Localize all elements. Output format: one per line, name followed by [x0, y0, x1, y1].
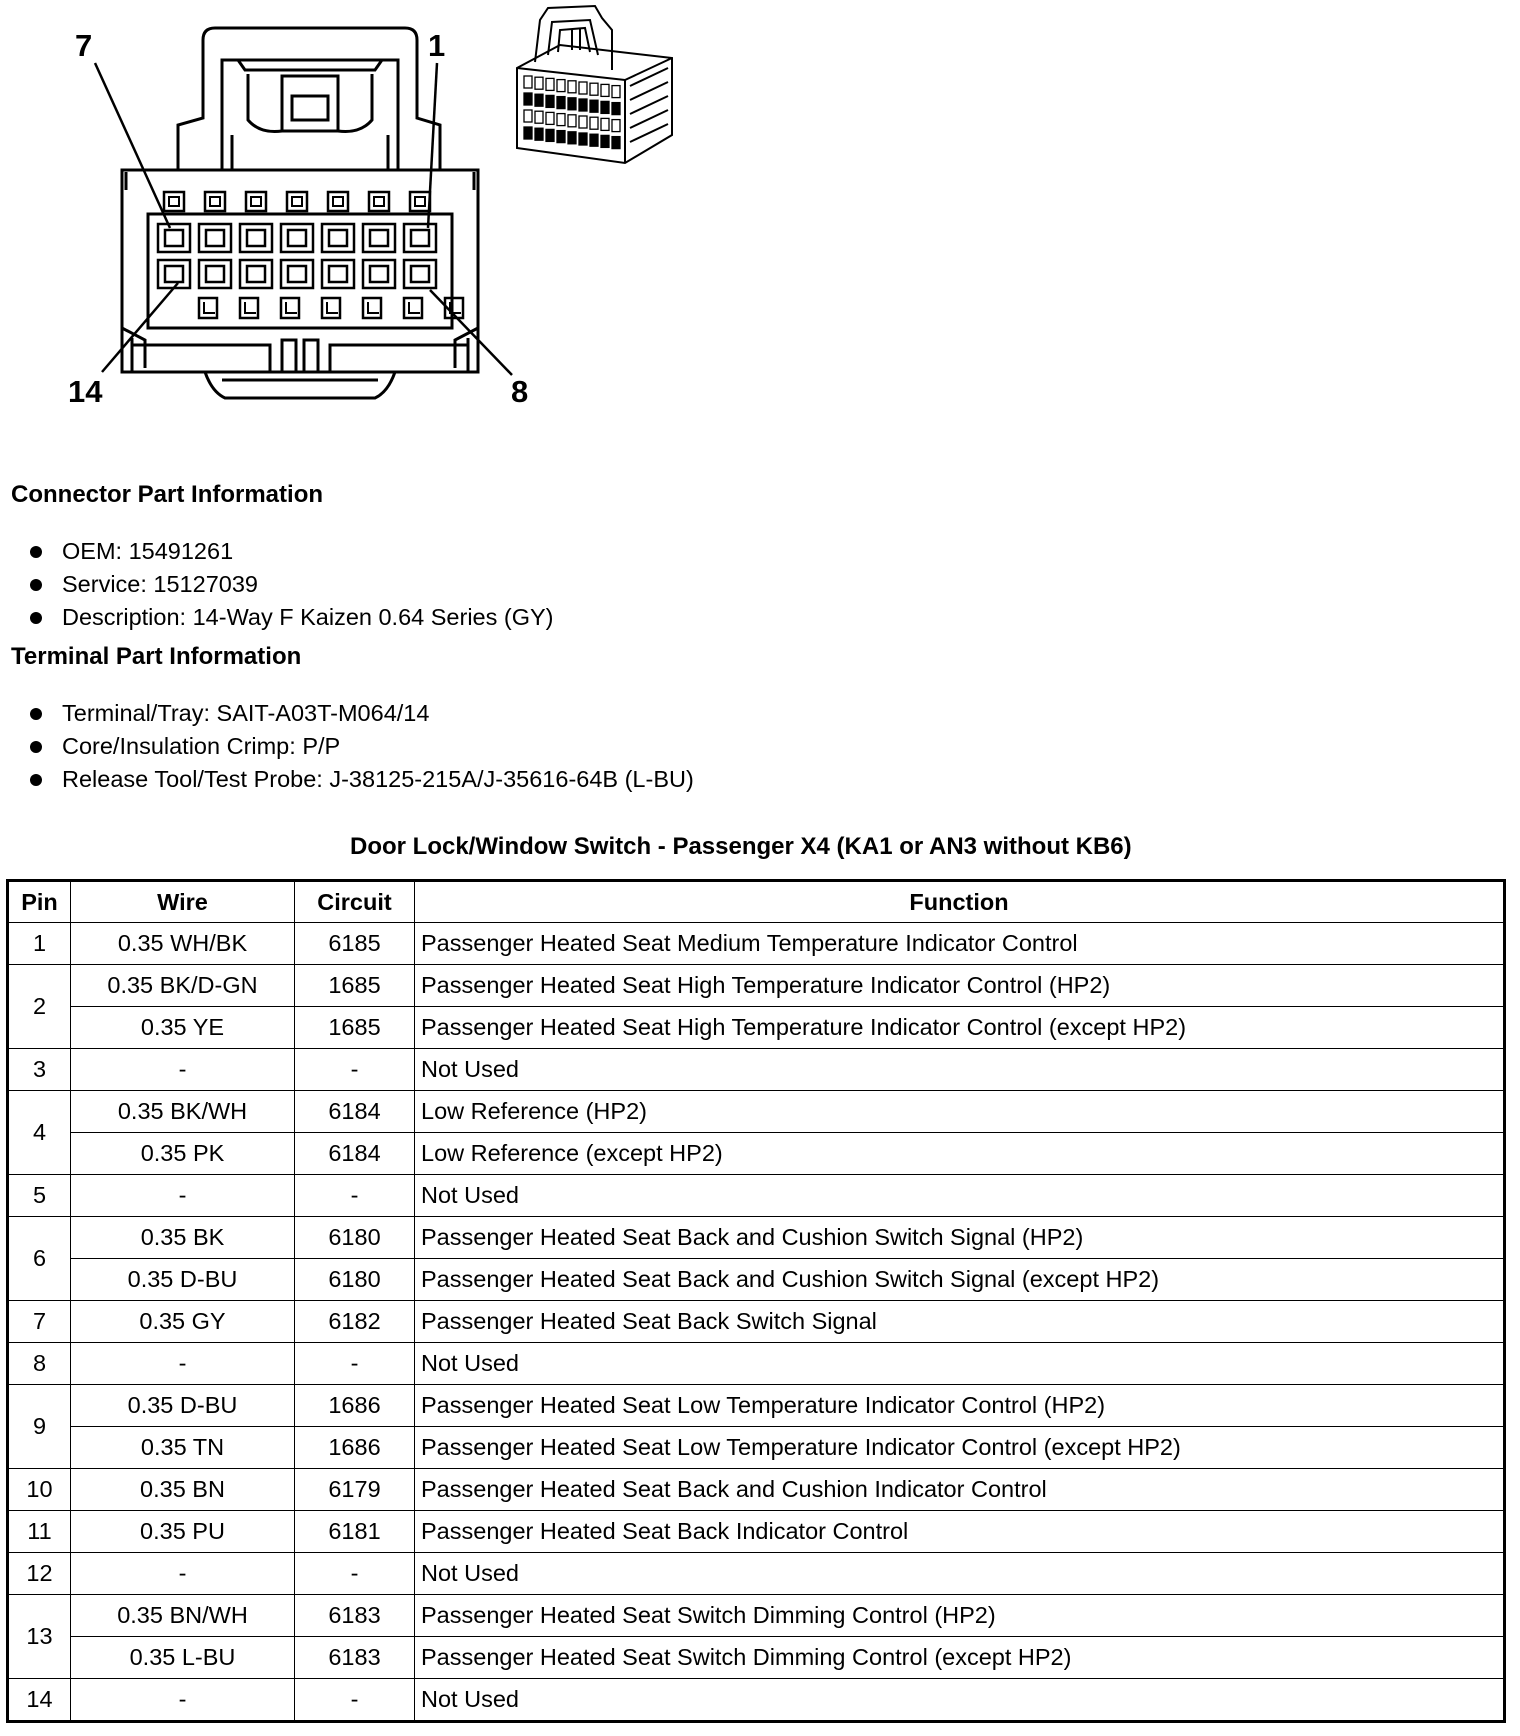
latch-window: [246, 192, 266, 211]
circuit-cell: -: [295, 1343, 415, 1385]
lock-window: [322, 298, 340, 318]
wire-cell: -: [71, 1679, 295, 1722]
iso-cavity: [524, 93, 532, 105]
table-row: [8, 1343, 1505, 1385]
pin-number-cell: 9: [8, 1385, 71, 1469]
list-item: Description: 14-Way F Kaizen 0.64 Series (GY): [28, 601, 554, 634]
iso-cavity: [590, 100, 598, 112]
wire-cell: 0.35 YE: [71, 1007, 295, 1049]
circuit-cell: 6183: [295, 1595, 415, 1637]
bullet-icon: [30, 612, 42, 624]
bullet-icon: [30, 708, 42, 720]
leader-pin-8: [430, 290, 512, 375]
iso-cavity: [579, 133, 587, 145]
circuit-cell: 6180: [295, 1217, 415, 1259]
circuit-cell: 6179: [295, 1469, 415, 1511]
bullet-icon: [30, 546, 42, 558]
circuit-cell: 6184: [295, 1133, 415, 1175]
pin-cavity: [322, 224, 354, 252]
iso-cavity: [612, 120, 620, 132]
iso-cavity: [568, 98, 576, 110]
circuit-cell: -: [295, 1679, 415, 1722]
pin-number-cell: 10: [8, 1469, 71, 1511]
function-cell: Not Used: [415, 1553, 1505, 1595]
table-row: [8, 1469, 1505, 1511]
latch-window: [287, 192, 307, 211]
iso-cavity: [579, 99, 587, 111]
pin-number-cell: 8: [8, 1343, 71, 1385]
list-item: Terminal/Tray: SAIT-A03T-M064/14: [28, 697, 694, 730]
table-row: [8, 1259, 1505, 1301]
iso-cavity: [568, 81, 576, 93]
table-row: [8, 1133, 1505, 1175]
table-row: [8, 1175, 1505, 1217]
pin-label-1: 1: [428, 28, 446, 63]
table-row: [8, 1511, 1505, 1553]
circuit-cell: 1686: [295, 1427, 415, 1469]
list-item: OEM: 15491261: [28, 535, 554, 568]
function-cell: Passenger Heated Seat Switch Dimming Control (except HP2): [415, 1637, 1505, 1679]
table-row: [8, 1679, 1505, 1722]
iso-cavity: [612, 86, 620, 98]
function-cell: Not Used: [415, 1049, 1505, 1091]
iso-cavity: [546, 78, 554, 90]
iso-cavity: [601, 135, 609, 147]
pin-number-cell: 2: [8, 965, 71, 1049]
pin-cavity: [363, 260, 395, 288]
wire-cell: 0.35 BK: [71, 1217, 295, 1259]
iso-cavity: [612, 103, 620, 115]
iso-cavity: [535, 77, 543, 89]
latch-window: [410, 192, 430, 211]
function-cell: Passenger Heated Seat High Temperature Indicator Control (HP2): [415, 965, 1505, 1007]
table-row: [8, 1637, 1505, 1679]
circuit-cell: 6182: [295, 1301, 415, 1343]
wire-cell: -: [71, 1049, 295, 1091]
isometric-cavity-grid: [524, 76, 620, 149]
lock-window: [404, 298, 422, 318]
connector-isometric-icon: [517, 6, 672, 163]
wire-cell: 0.35 PU: [71, 1511, 295, 1553]
table-row: [8, 1007, 1505, 1049]
circuit-cell: 1685: [295, 1007, 415, 1049]
table-row: [8, 1427, 1505, 1469]
bullet-icon: [30, 741, 42, 753]
circuit-cell: 6181: [295, 1511, 415, 1553]
pin-number-cell: 5: [8, 1175, 71, 1217]
iso-cavity: [535, 111, 543, 123]
wire-cell: 0.35 D-BU: [71, 1385, 295, 1427]
iso-cavity: [579, 82, 587, 94]
function-cell: Passenger Heated Seat Medium Temperature Indicator Control: [415, 923, 1505, 965]
function-cell: Passenger Heated Seat Low Temperature Indicator Control (HP2): [415, 1385, 1505, 1427]
function-cell: Passenger Heated Seat Back and Cushion Switch Signal (except HP2): [415, 1259, 1505, 1301]
iso-cavity: [601, 101, 609, 113]
latch-window: [328, 192, 348, 211]
pin-cavity: [158, 260, 190, 288]
circuit-cell: 1685: [295, 965, 415, 1007]
table-row: [8, 1301, 1505, 1343]
function-cell: Not Used: [415, 1679, 1505, 1722]
pin-cavity: [281, 224, 313, 252]
column-header-circuit: Circuit: [295, 881, 415, 923]
iso-cavity: [557, 114, 565, 126]
list-item: Service: 15127039: [28, 568, 554, 601]
iso-cavity: [535, 128, 543, 140]
leader-pin-7: [95, 63, 170, 228]
iso-cavity: [546, 112, 554, 124]
iso-cavity: [601, 118, 609, 130]
connector-part-info-heading: Connector Part Information: [11, 481, 324, 508]
lock-window: [199, 298, 217, 318]
iso-cavity: [546, 129, 554, 141]
wire-cell: 0.35 BK/WH: [71, 1091, 295, 1133]
iso-cavity: [590, 134, 598, 146]
pin-cavity: [281, 260, 313, 288]
pin-table-body: [8, 923, 1505, 1722]
function-cell: Passenger Heated Seat Switch Dimming Control (HP2): [415, 1595, 1505, 1637]
pin-label-14: 14: [68, 374, 103, 409]
iso-cavity: [568, 132, 576, 144]
table-row: [8, 1091, 1505, 1133]
pin-label-8: 8: [511, 374, 529, 409]
bullet-icon: [30, 774, 42, 786]
pin-cavities: [158, 192, 463, 318]
function-cell: Passenger Heated Seat High Temperature Indicator Control (except HP2): [415, 1007, 1505, 1049]
pin-cavity: [158, 224, 190, 252]
iso-cavity: [524, 110, 532, 122]
pin-cavity: [199, 224, 231, 252]
function-cell: Not Used: [415, 1175, 1505, 1217]
iso-cavity: [557, 131, 565, 143]
connector-housing: [122, 28, 478, 398]
function-cell: Passenger Heated Seat Back Switch Signal: [415, 1301, 1505, 1343]
function-cell: Low Reference (except HP2): [415, 1133, 1505, 1175]
wire-cell: 0.35 PK: [71, 1133, 295, 1175]
table-row: [8, 1595, 1505, 1637]
pin-number-cell: 11: [8, 1511, 71, 1553]
circuit-cell: -: [295, 1553, 415, 1595]
iso-cavity: [557, 80, 565, 92]
pin-number-cell: 7: [8, 1301, 71, 1343]
function-cell: Passenger Heated Seat Back and Cushion Indicator Control: [415, 1469, 1505, 1511]
function-cell: Not Used: [415, 1343, 1505, 1385]
wire-cell: -: [71, 1343, 295, 1385]
pin-cavity: [240, 224, 272, 252]
iso-cavity: [535, 94, 543, 106]
wire-cell: 0.35 BK/D-GN: [71, 965, 295, 1007]
table-row: [8, 1553, 1505, 1595]
circuit-cell: 6184: [295, 1091, 415, 1133]
pin-number-cell: 3: [8, 1049, 71, 1091]
latch-window: [369, 192, 389, 211]
iso-cavity: [612, 137, 620, 149]
list-item: Release Tool/Test Probe: J-38125-215A/J-35616-64B (L-BU): [28, 763, 694, 796]
circuit-cell: 6183: [295, 1637, 415, 1679]
iso-cavity: [568, 115, 576, 127]
pin-number-cell: 6: [8, 1217, 71, 1301]
iso-cavity: [524, 76, 532, 88]
function-cell: Passenger Heated Seat Low Temperature Indicator Control (except HP2): [415, 1427, 1505, 1469]
terminal-part-info-list: [28, 697, 694, 796]
lock-window: [363, 298, 381, 318]
pin-number-cell: 1: [8, 923, 71, 965]
table-row: [8, 965, 1505, 1007]
iso-cavity: [557, 97, 565, 109]
connector-face-diagram: [0, 0, 700, 420]
pin-number-cell: 13: [8, 1595, 71, 1679]
table-row: [8, 923, 1505, 965]
table-row: [8, 1049, 1505, 1091]
leader-pin-1: [428, 63, 437, 228]
pin-cavity: [240, 260, 272, 288]
pin-table: [6, 879, 1506, 1723]
wire-cell: 0.35 GY: [71, 1301, 295, 1343]
wire-cell: 0.35 BN/WH: [71, 1595, 295, 1637]
function-cell: Low Reference (HP2): [415, 1091, 1505, 1133]
pin-cavity: [404, 260, 436, 288]
wire-cell: 0.35 TN: [71, 1427, 295, 1469]
wire-cell: 0.35 L-BU: [71, 1637, 295, 1679]
wire-cell: 0.35 WH/BK: [71, 923, 295, 965]
table-row: [8, 1217, 1505, 1259]
function-cell: Passenger Heated Seat Back Indicator Control: [415, 1511, 1505, 1553]
bullet-icon: [30, 579, 42, 591]
circuit-cell: -: [295, 1175, 415, 1217]
pin-label-7: 7: [75, 28, 93, 63]
wire-cell: -: [71, 1175, 295, 1217]
pin-cavity: [199, 260, 231, 288]
pin-cavity: [404, 224, 436, 252]
pin-cavity: [363, 224, 395, 252]
wire-cell: 0.35 D-BU: [71, 1259, 295, 1301]
latch-window: [164, 192, 184, 211]
iso-cavity: [524, 127, 532, 139]
circuit-cell: 1686: [295, 1385, 415, 1427]
pin-table-title: Door Lock/Window Switch - Passenger X4 (KA1 or AN3 without KB6): [350, 833, 1132, 860]
column-header-pin: Pin: [8, 881, 71, 923]
column-header-function: Function: [415, 881, 1505, 923]
wire-cell: -: [71, 1553, 295, 1595]
pin-number-cell: 12: [8, 1553, 71, 1595]
iso-cavity: [546, 95, 554, 107]
table-header-row: [8, 881, 1505, 923]
terminal-part-info-heading: Terminal Part Information: [11, 643, 302, 670]
connector-part-info-list: [28, 535, 554, 634]
iso-cavity: [590, 117, 598, 129]
wire-cell: 0.35 BN: [71, 1469, 295, 1511]
pin-number-cell: 4: [8, 1091, 71, 1175]
iso-cavity: [579, 116, 587, 128]
pin-cavity: [322, 260, 354, 288]
column-header-wire: Wire: [71, 881, 295, 923]
iso-cavity: [601, 84, 609, 96]
circuit-cell: 6180: [295, 1259, 415, 1301]
lock-window: [281, 298, 299, 318]
pin-number-cell: 14: [8, 1679, 71, 1722]
circuit-cell: -: [295, 1049, 415, 1091]
iso-cavity: [590, 83, 598, 95]
list-item: Core/Insulation Crimp: P/P: [28, 730, 694, 763]
lock-window: [240, 298, 258, 318]
latch-window: [205, 192, 225, 211]
table-row: [8, 1385, 1505, 1427]
circuit-cell: 6185: [295, 923, 415, 965]
function-cell: Passenger Heated Seat Back and Cushion Switch Signal (HP2): [415, 1217, 1505, 1259]
